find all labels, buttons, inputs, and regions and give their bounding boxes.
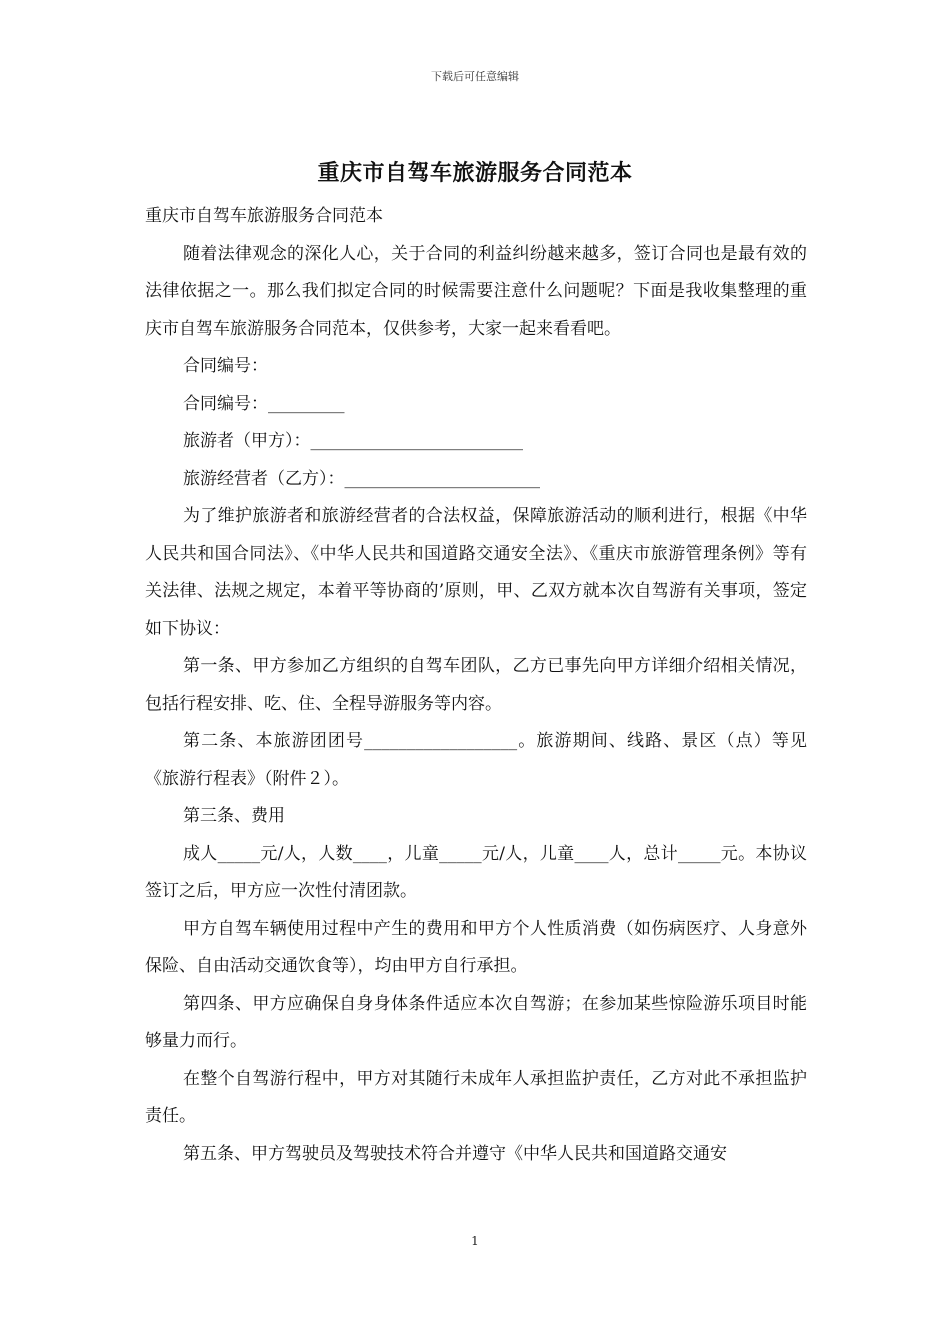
article-3-heading: 第三条、费用 (183, 806, 285, 826)
intro-paragraph: 随着法律观念的深化人心，关于合同的利益纠纷越来越多，签订合同也是最有效的法律依据之一。那么我们拟定合同的时候需要注意什么问题呢？下面是我收集整理的重庆市自驾车旅游服务合同范本，仅供参考，大家一起来看看吧。 (145, 243, 807, 339)
party-b-field: 旅游经营者（乙方）：_______________________ (183, 468, 540, 489)
article-3-expenses: 甲方自驾车辆使用过程中产生的费用和甲方个人性质消费（如伤病医疗、人身意外保险、自由活动交通饮食等），均由甲方自行承担。 (145, 918, 807, 976)
article-2: 第二条、本旅游团团号__________________。旅游期间、线路、景区（点）等见《旅游行程表》（附件２）。 (145, 731, 807, 789)
preamble-paragraph: 为了维护旅游者和旅游经营者的合法权益，保障旅游活动的顺利进行，根据《中华人民共和国合同法》、《中华人民共和国道路交通安全法》、《重庆市旅游管理条例》等有关法律、法规之规定，本着平等协商的’原则，甲、乙双方就本次自驾游有关事项，签定如下协议： (145, 506, 807, 639)
document-title: 重庆市自驾车旅游服务合同范本 (317, 161, 633, 186)
article-4-guardianship: 在整个自驾游行程中，甲方对其随行未成年人承担监护责任，乙方对此不承担监护责任。 (145, 1068, 807, 1126)
subtitle-paragraph: 重庆市自驾车旅游服务合同范本 (145, 206, 383, 226)
article-3-fees: 成人_____元/人，人数____，儿童_____元/人，儿童____人，总计_____元。本协议签订之后，甲方应一次性付清团款。 (145, 843, 807, 901)
page-number: 1 (471, 1234, 479, 1248)
contract-number-field: 合同编号：_________ (183, 393, 345, 414)
article-5: 第五条、甲方驾驶员及驾驶技术符合并遵守《中华人民共和国道路交通安 (183, 1143, 727, 1164)
header-note: 下载后可任意编辑 (431, 70, 519, 83)
contract-number-label: 合同编号： (183, 356, 268, 376)
document-body (145, 198, 807, 1173)
article-4: 第四条、甲方应确保自身身体条件适应本次自驾游；在参加某些惊险游乐项目时能够量力而行。 (145, 993, 807, 1051)
article-1: 第一条、甲方参加乙方组织的自驾车团队，乙方已事先向甲方详细介绍相关情况，包括行程安排、吃、住、全程导游服务等内容。 (145, 656, 807, 714)
party-a-field: 旅游者（甲方）：_________________________ (183, 431, 523, 451)
